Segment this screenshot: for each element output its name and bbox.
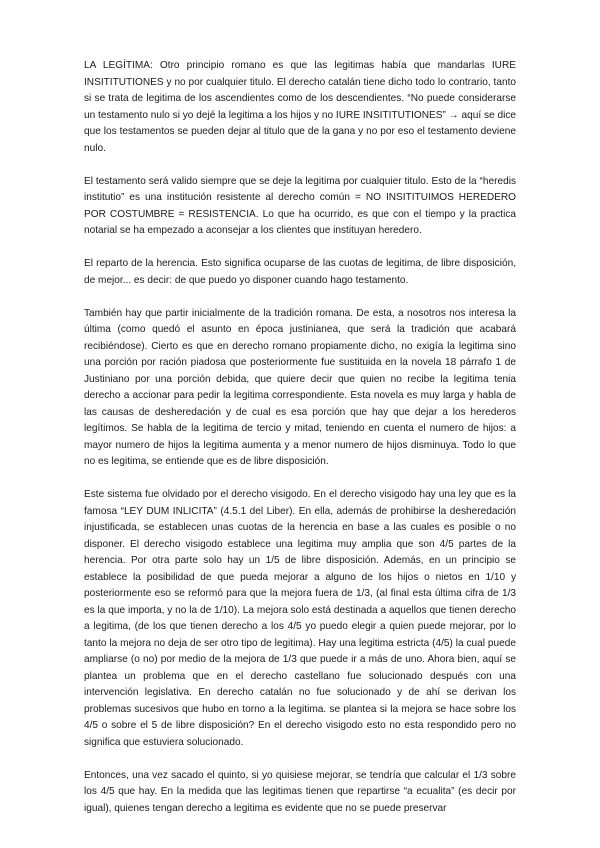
paragraph-legitima-intro: LA LEGÍTIMA: Otro principio romano es que las legitimas había que mandarlas IURE INSITITUTIONES y no por cualquier titulo. El derecho catalán tiene dicho todo lo contrario, tanto si se trata de legitima de los ascendientes como de los descendientes. “No puede considerarse un testamento nulo si yo dejé la legitima a los hijos y no IURE INSITITUTIONES” → aquí se dice que los testamentos se pueden dejar al titulo que de la gana y no por eso el testamento deviene nulo. [84,60,516,154]
paragraph-quinto-mejora: Entonces, una vez sacado el quinto, si yo quisiese mejorar, se tendría que calcular el 1/3 sobre los 4/5 que hay. En la medida que las legitimas tienen que repartirse “a ecualita” (es decir por igual), quienes tengan derecho a legitima es evidente que no se puede preservar [84,769,516,814]
paragraph-reparto-herencia: El reparto de la herencia. Esto significa ocuparse de las cuotas de legitima, de libre disposición, de mejor... es decir: de que puedo yo disponer cuando hago testamento. [84,258,516,286]
document-body [84,58,516,834]
paragraph-tradicion-romana: También hay que partir inicialmente de la tradición romana. De esta, a nosotros nos interesa la última (como quedó el asunto en época justinianea, que será la tradición que acabará recibiéndose). Cierto es que en derecho romano propiamente dicho, no exigía la legitima sino una porción por ración piadosa que posteriormente fue sustituida en la novela 18 párrafo 1 de Justiniano por una porción debida, que quiere decir que quien no recibe la legitima tenia derecho a accionar para pedir la legitima correspondiente. Esta novela es muy larga y habla de las causas de desheredación y de cual es esa porción que hay que dejar a los herederos legítimos. Se habla de la legitima de tercio y mitad, teniendo en cuenta el numero de hijos: a mayor numero de hijos la legitima aumenta y a menor numero de hijos disminuya. Todo lo que no es legitima, se entiende que es de libre disposición. [84,307,516,467]
paragraph-testamento-valido: El testamento será valido siempre que se deje la legitima por cualquier titulo. Esto de la “heredis institutio” es una institución resistente al derecho común = NO INSITITUIMOS HEREDERO POR COSTUMBRE = RESISTENCIA. Lo que ha ocurrido, es que con el tiempo y la practica notarial se ha empezado a aconsejar a los clientes que instituyan heredero. [84,175,516,236]
paragraph-derecho-visigodo: Este sistema fue olvidado por el derecho visigodo. En el derecho visigodo hay una ley que es la famosa “LEY DUM INLICITA” (4.5.1 del Liber). En ella, además de prohibirse la desheredación injustificada, se establecen unas cuotas de la herencia en base a las cuales es posible o no disponer. El derecho visigodo establece una legitima muy amplia que son 4/5 partes de la herencia. Por otra parte solo hay un 1/5 de libre disposición. Además, en un principio se establece la posibilidad de que pueda mejorar a alguno de los hijos o nietos en 1/10 y posteriormente eso se reformó para que la mejora fuera de 1/3, (al final esta última cifra de 1/3 es la que importa, y no la de 1/10). La mejora solo está destinada a aquellos que tienen derecho a legitima, (de los que tienen derecho a los 4/5 yo puedo elegir a quien puede mejorar, por lo tanto la mejora no deja de ser otro tipo de legitima). Hay una legitima estricta (4/5) la cual puede ampliarse (o no) por medio de la mejora de 1/3 que puede ir a más de uno. Ahora bien, aquí se plantea un problema que en el derecho castellano fue solucionado después con una intervención legislativa. En derecho catalán no fue solucionado y de ahí se derivan los problemas sucesivos que hubo en torno a la legitima. se plantea si la mejora se hace sobre los 4/5 o sobre el 5 de libre disposición? En el derecho visigodo esto no esta respondido pero no significa que estuviera solucionado. [84,489,516,748]
